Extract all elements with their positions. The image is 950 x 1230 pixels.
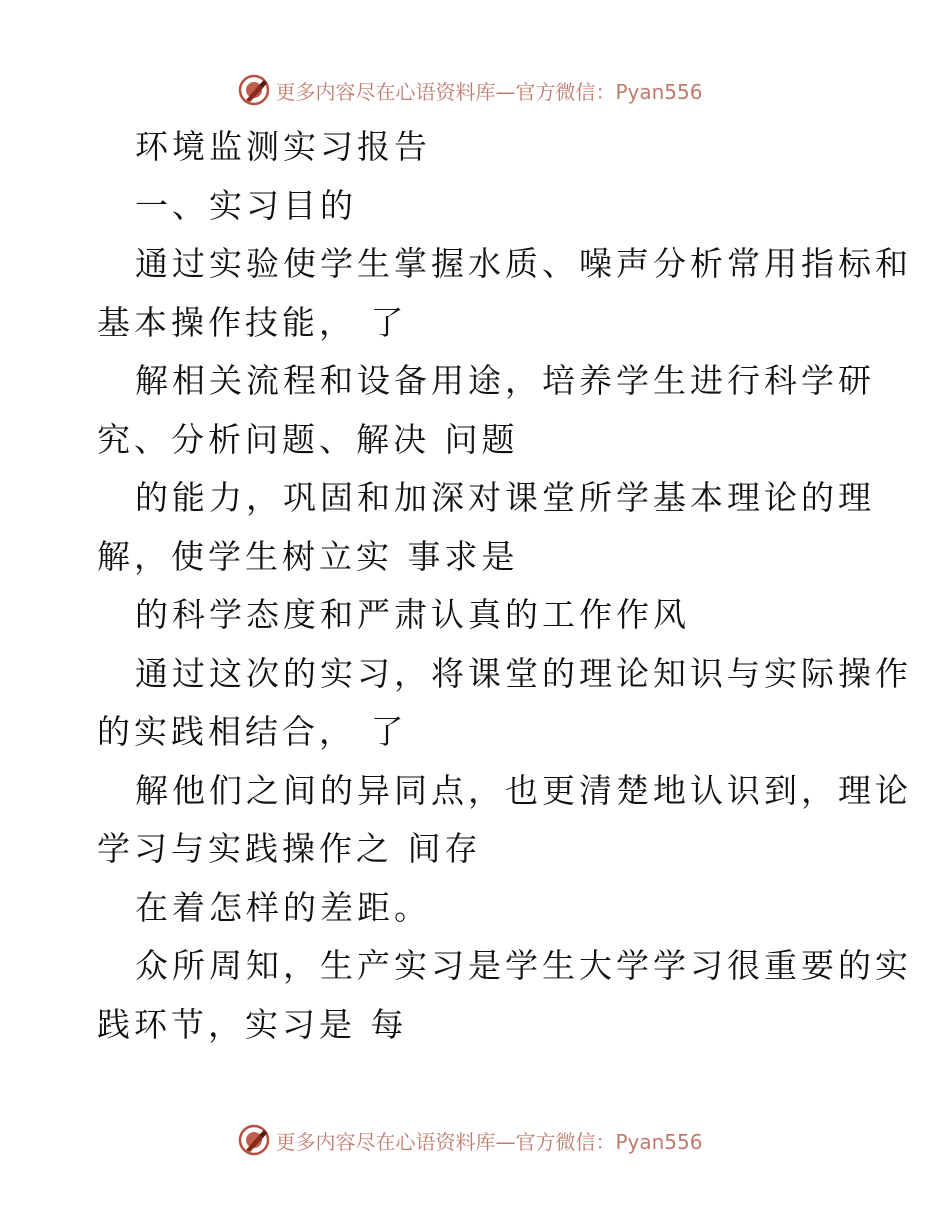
paragraph-line: 践环节，实习是 每 (97, 1004, 408, 1044)
paragraph-line: 的科学态度和严肃认真的工作作风 (135, 595, 690, 634)
paragraph-line: 究、分析问题、解决 问题 (97, 419, 519, 459)
paragraph-line: 的实践相结合， 了 (97, 712, 408, 751)
header-banner-text: 更多内容尽在心语资料库—官方微信：Pyan556 (275, 79, 703, 104)
footer-banner-text: 更多内容尽在心语资料库—官方微信：Pyan556 (275, 1129, 703, 1154)
paragraph-line: 解他们之间的异同点，也更清楚地认识到，理论 (135, 770, 912, 810)
section-heading: 一、实习目的 (135, 185, 357, 225)
document-title: 环境监测实习报告 (135, 127, 431, 166)
paragraph-line: 的能力，巩固和加深对课堂所学基本理论的理 (135, 478, 875, 517)
paragraph-line: 在着怎样的差距。 (135, 887, 431, 927)
pen-logo-icon (237, 73, 271, 107)
footer-banner (0, 1120, 950, 1160)
paragraph-line: 通过这次的实习，将课堂的理论知识与实际操作 (135, 653, 912, 693)
paragraph-line: 解相关流程和设备用途，培养学生进行科学研 (135, 361, 875, 400)
header-banner-inner (237, 73, 702, 107)
paragraph-line: 解，使学生树立实 事求是 (97, 536, 519, 576)
paragraph-line: 通过实验使学生掌握水质、噪声分析常用指标和 (135, 244, 912, 283)
paragraph-line: 学习与实践操作之 间存 (97, 829, 482, 868)
paragraph-line: 基本操作技能， 了 (97, 302, 408, 342)
pen-logo-icon (237, 1123, 271, 1157)
footer-banner-inner (237, 1123, 702, 1157)
header-banner (0, 70, 950, 110)
document-body (97, 118, 912, 1054)
paragraph-line: 众所周知，生产实习是学生大学学习很重要的实 (135, 946, 912, 985)
